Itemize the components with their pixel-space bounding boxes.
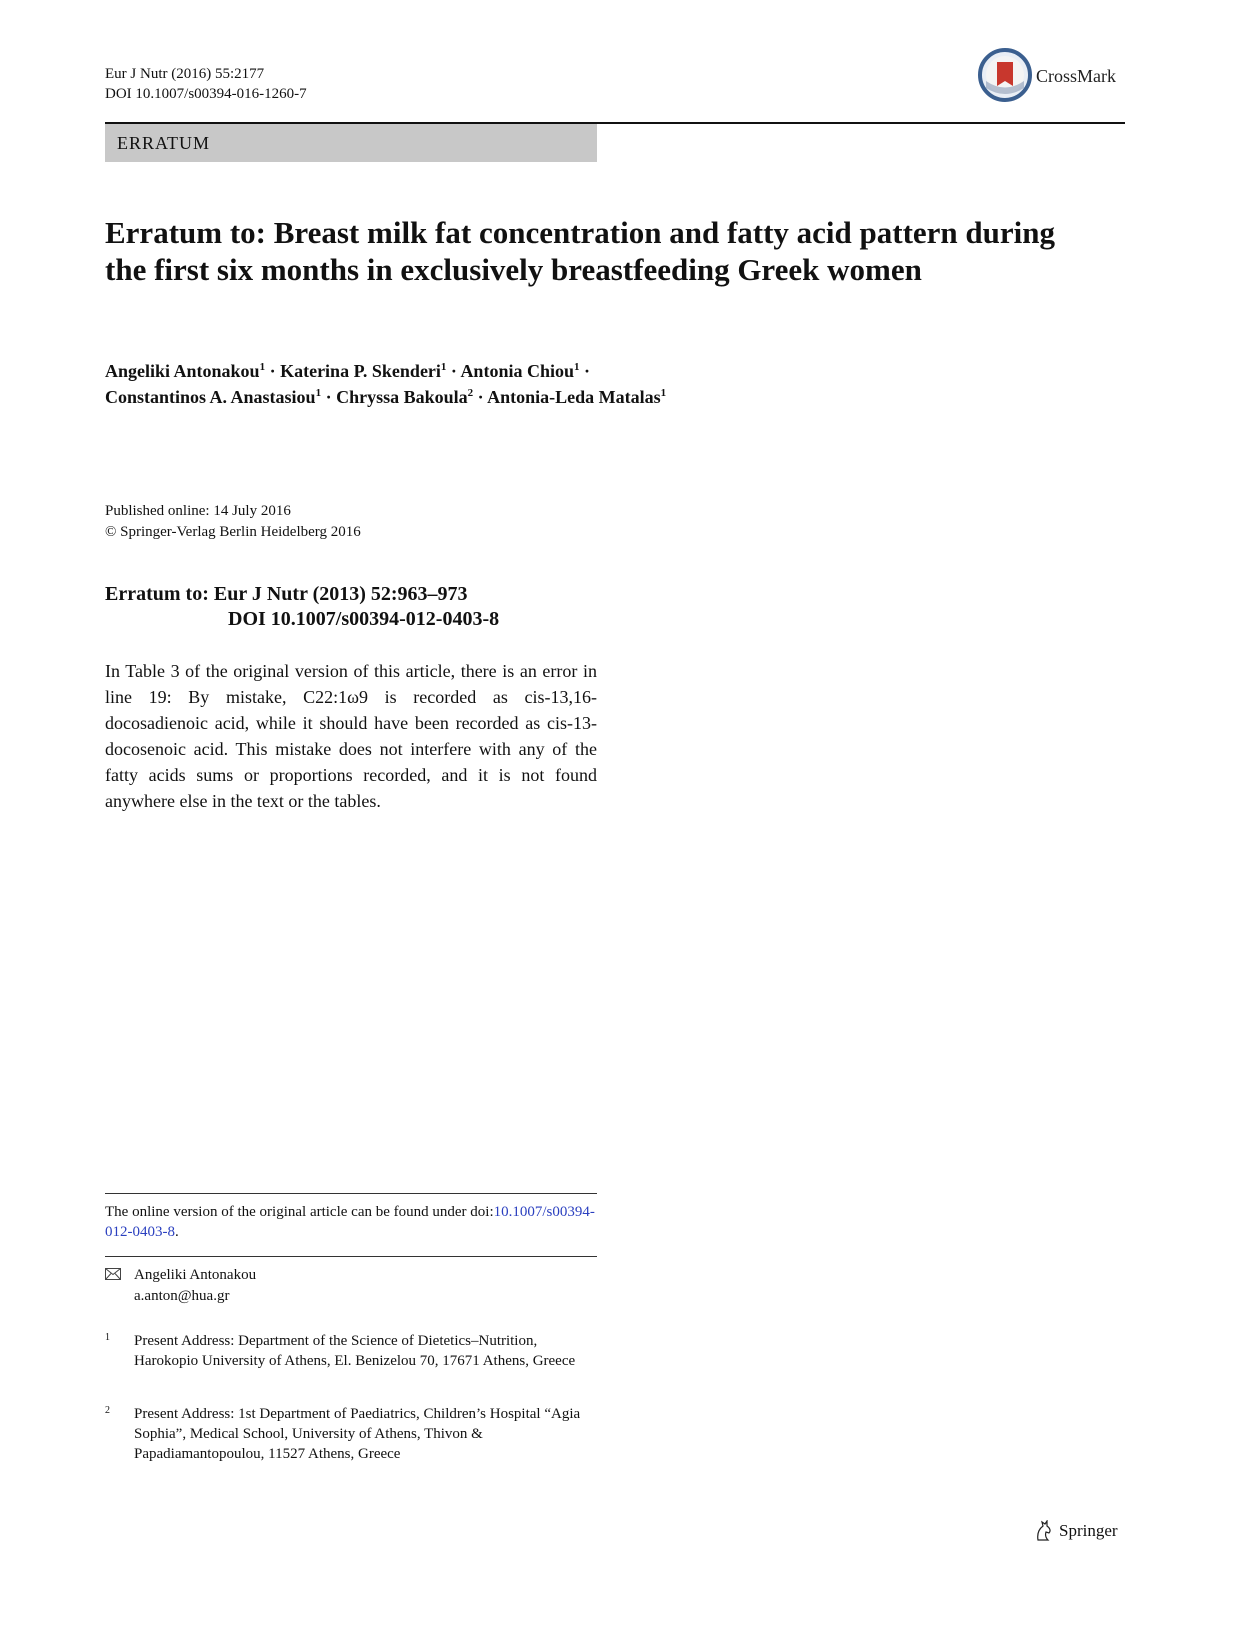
affiliation-number: 1 xyxy=(105,1332,110,1343)
author-list xyxy=(105,358,1005,410)
erratum-heading xyxy=(105,582,705,632)
author-name[interactable]: Angeliki Antonakou xyxy=(105,361,260,381)
publisher-logo xyxy=(1034,1518,1134,1546)
affiliation-marker: 2 xyxy=(467,387,474,399)
online-note-suffix: . xyxy=(175,1224,179,1240)
online-note-text: The online version of the original article can be found under doi: xyxy=(105,1204,494,1220)
author-name[interactable]: Antonia Chiou xyxy=(460,361,574,381)
author-separator: · xyxy=(321,387,337,407)
original-article-doi-link[interactable]: 10.1007/s00394-012-0403-8 xyxy=(105,1204,595,1240)
article-title: Erratum to: Breast milk fat concentration and fatty acid pattern during the first six months in exclusively breastfeeding Greek women xyxy=(105,215,1056,287)
affiliation-marker: 1 xyxy=(573,361,580,373)
author-separator: · xyxy=(265,361,281,381)
affiliation-marker: 1 xyxy=(315,387,322,399)
article-type-label: ERRATUM xyxy=(105,124,597,162)
affiliation-text: Present Address: Department of the Science of Dietetics–Nutrition, Harokopio University of Athens, El. Benizelou 70, 17671 Athens, Greece xyxy=(134,1333,576,1369)
author-name[interactable]: Constantinos A. Anastasiou xyxy=(105,387,316,407)
journal-reference xyxy=(105,64,307,104)
crossmark-icon xyxy=(978,48,1032,102)
footnote-rule xyxy=(105,1193,597,1194)
affiliation-text: Present Address: 1st Department of Paediatrics, Children’s Hospital “Agia Sophia”, Medical School, University of Athens, Thivon & Papadiamantopoulou, 11527 Athens, Greece xyxy=(134,1406,581,1462)
publisher-name: Springer xyxy=(1059,1521,1118,1540)
erratum-original-doi: DOI 10.1007/s00394-012-0403-8 xyxy=(228,608,500,630)
author-name[interactable]: Antonia-Leda Matalas xyxy=(487,387,661,407)
author-name[interactable]: Chryssa Bakoula xyxy=(336,387,468,407)
author-name[interactable]: Katerina P. Skenderi xyxy=(280,361,441,381)
affiliation-item xyxy=(105,1404,585,1486)
affiliation-marker: 1 xyxy=(259,361,266,373)
erratum-body: In Table 3 of the original version of this article, there is an error in line 19: By mistake, C22:1ω9 is recorded as cis-13,16-docosadienoic acid, while it should have been recorded as cis-13-docosenoic acid. This mistake does not interfere with any of the fatty acids sums or proportions recorded, and it is not found anywhere else in the text or the tables. xyxy=(105,661,597,811)
envelope-icon xyxy=(105,1268,121,1280)
affiliation-marker: 1 xyxy=(440,361,447,373)
corresponding-author xyxy=(105,1265,585,1309)
springer-horse-icon xyxy=(1034,1520,1054,1542)
author-separator: · xyxy=(473,387,488,407)
article-doi: DOI 10.1007/s00394-016-1260-7 xyxy=(105,86,307,102)
author-separator: · xyxy=(446,361,461,381)
corresponding-author-name: Angeliki Antonakou xyxy=(134,1267,257,1283)
crossmark-badge[interactable] xyxy=(978,48,1128,108)
affiliation-item xyxy=(105,1331,585,1393)
publication-info xyxy=(105,501,361,543)
footnote-rule xyxy=(105,1256,597,1257)
online-version-note xyxy=(105,1202,605,1242)
affiliation-marker: 1 xyxy=(660,387,667,399)
journal-citation: Eur J Nutr (2016) 55:2177 xyxy=(105,66,265,82)
corresponding-author-email[interactable]: a.anton@hua.gr xyxy=(134,1288,230,1304)
crossmark-label: CrossMark xyxy=(1036,66,1116,86)
erratum-citation: Erratum to: Eur J Nutr (2013) 52:963–973 xyxy=(105,583,468,605)
affiliation-number: 2 xyxy=(105,1405,110,1416)
published-date: Published online: 14 July 2016 xyxy=(105,503,291,519)
author-separator: · xyxy=(579,361,590,381)
copyright-notice: © Springer-Verlag Berlin Heidelberg 2016 xyxy=(105,524,361,540)
